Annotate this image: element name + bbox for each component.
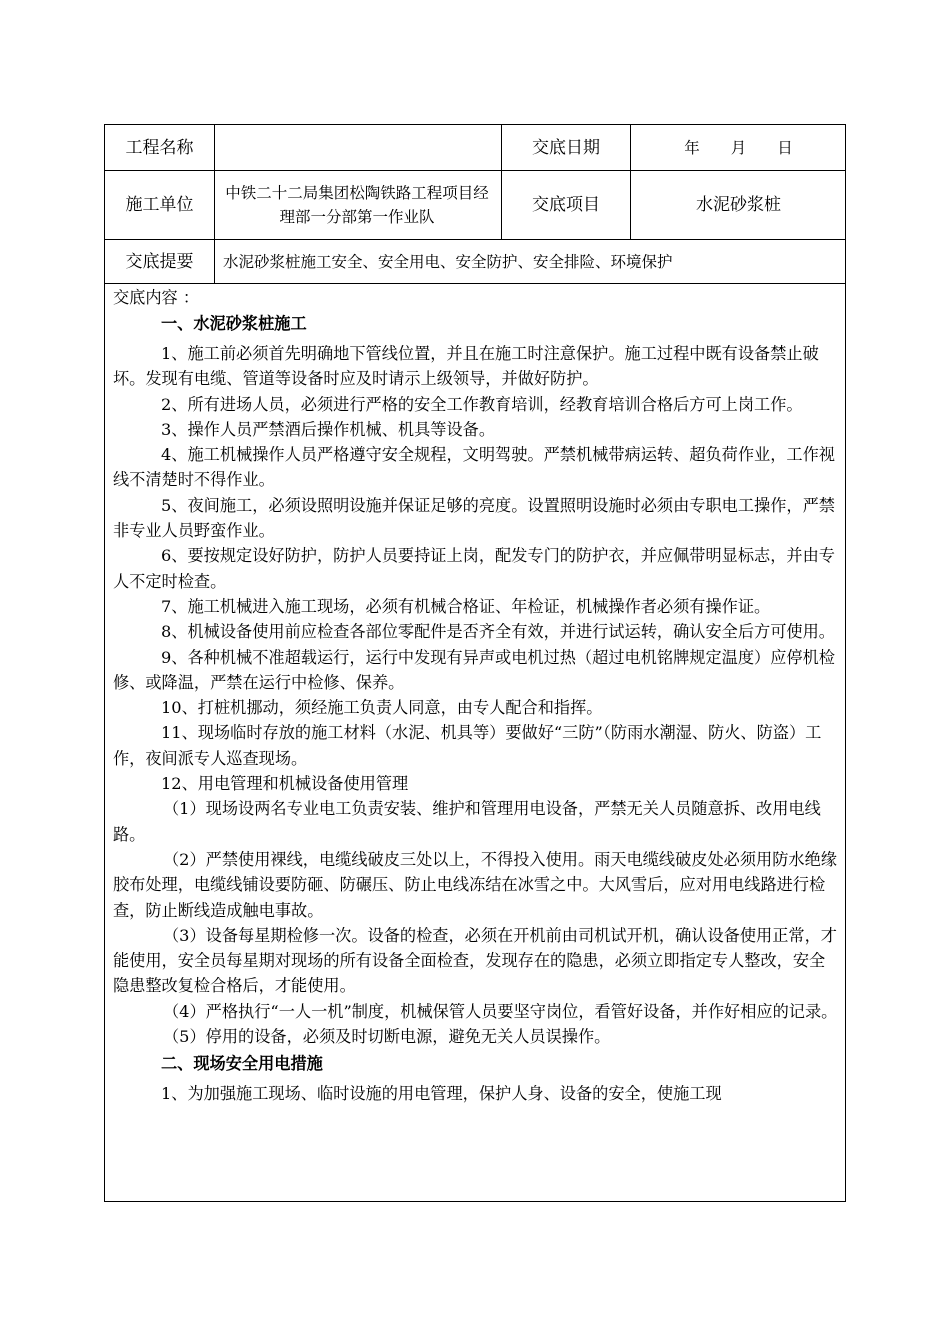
paragraph: 6、要按规定设好防护，防护人员要持证上岗，配发专门的防护衣，并应佩带明显标志，并由专人不定时检查。 bbox=[113, 546, 835, 591]
content-lead: 交底内容 ： bbox=[113, 288, 200, 307]
unit-label: 施工单位 bbox=[125, 195, 194, 215]
paragraph: 7、施工机械进入施工现场，必须有机械合格证、年检证，机械操作者必须有操作证。 bbox=[161, 596, 771, 616]
paragraph: 8、机械设备使用前应检查各部位零配件是否齐全有效，并进行试运转，确认安全后方可使用。 bbox=[161, 622, 835, 642]
date-value: 年 月 日 bbox=[684, 138, 793, 157]
paragraph: 11、现场临时存放的施工材料（水泥、机具等）要做好“三防”（防雨水潮湿、防火、防盗）工作，夜间派专人巡查现场。 bbox=[113, 723, 822, 768]
paragraph: 10、打桩机挪动，须经施工负责人同意，由专人配合和指挥。 bbox=[161, 698, 603, 718]
item-label: 交底项目 bbox=[532, 195, 600, 215]
summary-label: 交底提要 bbox=[125, 251, 194, 272]
disclosure-content bbox=[113, 287, 839, 1107]
paragraph: 12、用电管理和机械设备使用管理 bbox=[161, 774, 409, 794]
disclosure-form bbox=[104, 124, 846, 1202]
paragraph: 3、操作人员严禁酒后操作机械、机具等设备。 bbox=[161, 419, 496, 439]
date-label: 交底日期 bbox=[532, 137, 600, 158]
unit-value: 中铁二十二局集团松陶铁路工程项目经理部一分部第一作业队 bbox=[225, 184, 489, 226]
paragraph: 1、施工前必须首先明确地下管线位置，并且在施工时注意保护。施工过程中既有设备禁止破坏。发现有电缆、管道等设备时应及时请示上级领导，并做好防护。 bbox=[113, 344, 819, 389]
item-value: 水泥砂浆桩 bbox=[696, 195, 781, 215]
project-name-label: 工程名称 bbox=[125, 137, 194, 158]
paragraph: 1、为加强施工现场、临时设施的用电管理，保护人身、设备的安全，使施工现 bbox=[161, 1084, 722, 1104]
paragraph: 2、所有进场人员，必须进行严格的安全工作教育培训，经教育培训合格后方可上岗工作。 bbox=[161, 394, 803, 414]
paragraph: 5、夜间施工，必须设照明设施并保证足够的亮度。设置照明设施时必须由专职电工操作，严禁非专业人员野蛮作业。 bbox=[113, 495, 835, 541]
sub-paragraph: （1）现场设两名专业电工负责安装、维护和管理用电设备，严禁无关人员随意拆、改用电线路。 bbox=[113, 799, 821, 844]
section-title: 一、水泥砂浆桩施工 bbox=[161, 314, 307, 333]
sub-paragraph: （3）设备每星期检修一次。设备的检查，必须在开机前由司机试开机，确认设备使用正常，才能使用，安全员每星期对现场的所有设备全面检查，发现存在的隐患，必须立即指定专人整改，安全隐患整改复检合格后，才能使用。 bbox=[113, 925, 837, 996]
sub-paragraph: （5）停用的设备，必须及时切断电源，避免无关人员误操作。 bbox=[163, 1027, 611, 1047]
section-title: 二、现场安全用电措施 bbox=[161, 1054, 323, 1074]
summary-value: 水泥砂浆桩施工安全、安全用电、安全防护、安全排险、环境保护 bbox=[223, 252, 673, 271]
row-divider bbox=[105, 283, 845, 284]
paragraph: 4、施工机械操作人员严格遵守安全规程，文明驾驶。严禁机械带病运转、超负荷作业，工作视线不清楚时不得作业。 bbox=[113, 445, 835, 490]
project-name-value bbox=[215, 125, 501, 170]
sub-paragraph: （2）严禁使用裸线，电缆线破皮三处以上，不得投入使用。雨天电缆线破皮处必须用防水绝缘胶布处理，电缆线铺设要防砸、防碾压、防止电线冻结在冰雪之中。大风雪后，应对用电线路进行检查，防止断线造成触电事故。 bbox=[113, 849, 837, 920]
sub-paragraph: （4）严格执行“一人一机”制度，机械保管人员要坚守岗位，看管好设备，并作好相应的记录。 bbox=[163, 1001, 838, 1021]
paragraph: 9、各种机械不准超载运行，运行中发现有异声或电机过热（超过电机铭牌规定温度）应停机检修、或降温，严禁在运行中检修、保养。 bbox=[113, 647, 835, 692]
